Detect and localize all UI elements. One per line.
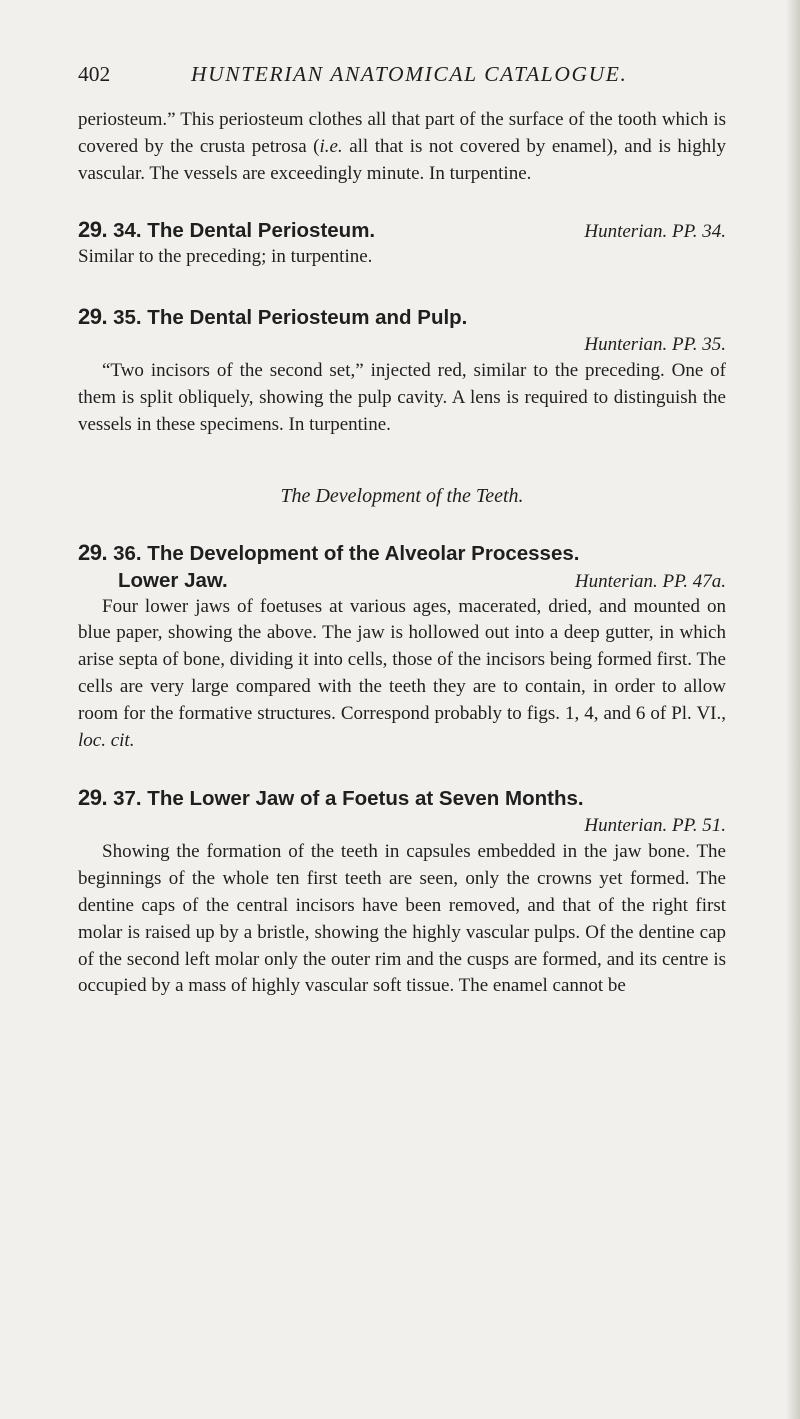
entry-reference: Hunterian. PP. 47a. [574,570,726,592]
entry-heading: 29. 35. The Dental Periosteum and Pulp. [78,304,468,330]
entry-body: Similar to the preceding; in turpentine. [78,246,373,268]
catalogue-entry [78,784,726,1000]
page-edge-shadow [786,0,800,1419]
catalogue-entry [78,303,726,438]
entry-reference: Hunterian. PP. 35. [584,334,726,356]
page-number: 402 [78,62,111,86]
entry-title: The Development of the Alveolar Processes. [147,541,580,565]
entry-body: Four lower jaws of foetuses at various ages, macerated, dried, and mounted on blue paper, showing the above. The jaw is hollowed out into a deep gutter, in which arise septa of bone, dividing it into cells, those of the incisors being formed first. The cells are very large compared with the teeth they are to contain, in order to allow room for the formative structures. Correspond probably to figs. 1, 4, and 6 of Pl. VI., loc. cit. [78,595,726,751]
entry-body: Showing the formation of the teeth in capsules embedded in the jaw bone. The beginnings of the whole ten first teeth are seen, only the crowns yet formed. The dentine caps of the central incisors have been removed, and that of the right first molar is raised up by a bristle, showing the highly vascular pulps. Of the dentine cap of the second left molar only the outer rim and the cusps are formed, and its centre is occupied by a mass of highly vascular soft tissue. The enamel cannot be [78,841,726,997]
entry-heading: 29. 37. The Lower Jaw of a Foetus at Seven Months. [78,785,584,811]
section-title: The Development of the Teeth. [280,484,524,507]
catalogue-entry [78,216,726,271]
entry-title: The Lower Jaw of a Foetus at Seven Months. [147,787,584,811]
entry-title: The Dental Periosteum. [147,219,376,243]
entry-title: The Dental Periosteum and Pulp. [147,306,468,330]
entry-reference: Hunterian. PP. 51. [584,815,726,837]
intro-paragraph: periosteum.” This periosteum clothes all that part of the surface of the tooth which is covered by the crusta petrosa (i.e. all that is not covered by enamel), and is highly vascular. The vessels are exceedingly minute. In turpentine. [78,109,726,184]
running-title: HUNTERIAN ANATOMICAL CATALOGUE. [191,62,628,86]
document-page [78,62,726,1000]
entry-heading: 29. 36. The Development of the Alveolar Processes. [78,539,580,565]
running-header [78,62,726,87]
entry-heading: 29. 34. The Dental Periosteum. [78,217,376,243]
catalogue-entry [78,539,726,755]
entry-body: “Two incisors of the second set,” injected red, similar to the preceding. One of them is split obliquely, showing the pulp cavity. A lens is required to distinguish the vessels in these specimens. In turpentine. [78,360,726,435]
entry-reference: Hunterian. PP. 34. [584,221,726,243]
entry-subtitle: Lower Jaw. [118,568,228,592]
